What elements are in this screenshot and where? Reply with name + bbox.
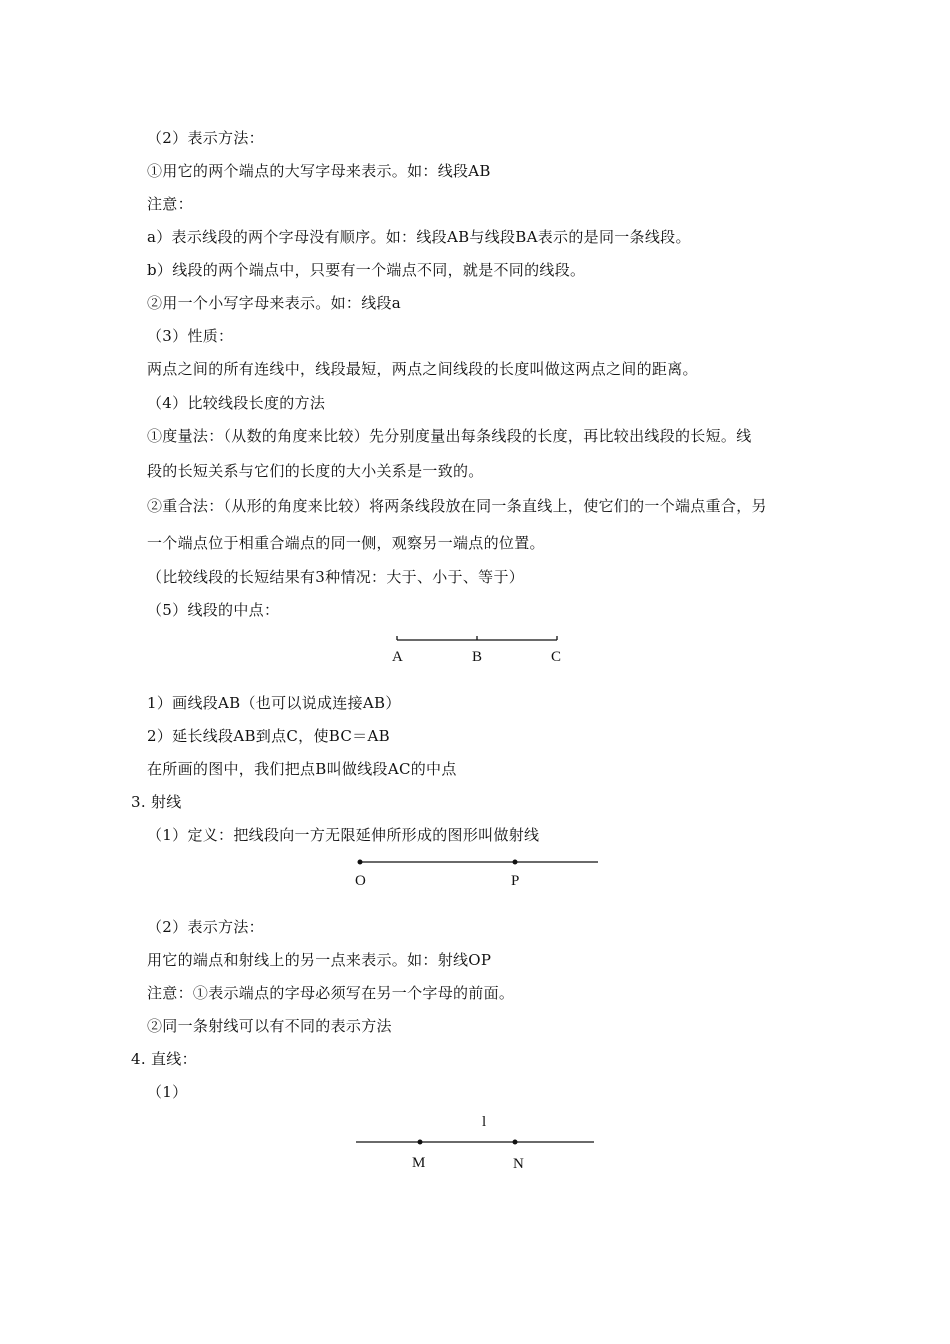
section-heading: 4. 直线：: [131, 1050, 197, 1068]
segment-figure: [380, 630, 580, 670]
point-label-b: B: [472, 649, 483, 665]
text-line: 注意：: [147, 195, 193, 213]
text-line: 一个端点位于相重合端点的同一侧，观察另一端点的位置。: [147, 534, 545, 552]
point-label-o: O: [355, 873, 366, 889]
text-line: 2）延长线段AB到点C，使BC＝AB: [147, 727, 390, 745]
text-line: （2）表示方法：: [147, 129, 264, 147]
point-label-a: A: [392, 649, 403, 665]
text-line: （比较线段的长短结果有3种情况：大于、小于、等于）: [147, 568, 525, 586]
text-line: ②用一个小写字母来表示。如：线段a: [147, 294, 402, 312]
text-line: （3）性质：: [147, 327, 234, 345]
line-label-l: l: [482, 1114, 487, 1130]
text-line: ①用它的两个端点的大写字母来表示。如：线段AB: [147, 162, 491, 180]
point-label-m: M: [412, 1155, 426, 1171]
text-line: a）表示线段的两个字母没有顺序。如：线段AB与线段BA表示的是同一条线段。: [147, 228, 691, 246]
point-label-p: P: [511, 873, 520, 889]
point-o: [358, 860, 363, 865]
text-line: （1）: [147, 1083, 188, 1101]
text-line: 用它的端点和射线上的另一点来表示。如：射线OP: [147, 951, 492, 969]
ray-figure: [345, 850, 605, 895]
text-line: 在所画的图中，我们把点B叫做线段AC的中点: [147, 760, 457, 778]
point-m: [418, 1140, 423, 1145]
point-label-n: N: [513, 1156, 524, 1172]
section-heading: 3. 射线: [131, 793, 182, 811]
text-line: （4）比较线段长度的方法: [147, 394, 326, 412]
text-line: ②重合法：（从形的角度来比较）将两条线段放在同一条直线上，使它们的一个端点重合，另: [147, 497, 767, 515]
line-figure: [350, 1108, 600, 1173]
text-line: （5）线段的中点：: [147, 601, 280, 619]
point-label-c: C: [551, 649, 562, 665]
text-line: （1）定义：把线段向一方无限延伸所形成的图形叫做射线: [147, 826, 540, 844]
point-n: [513, 1140, 518, 1145]
text-line: （2）表示方法：: [147, 918, 264, 936]
text-line: b）线段的两个端点中，只要有一个端点不同，就是不同的线段。: [147, 261, 586, 279]
text-line: 两点之间的所有连线中，线段最短，两点之间线段的长度叫做这两点之间的距离。: [147, 360, 698, 378]
text-line: ①度量法：（从数的角度来比较）先分别度量出每条线段的长度，再比较出线段的长短。线: [147, 427, 752, 445]
text-line: 1）画线段AB（也可以说成连接AB）: [147, 694, 401, 712]
point-p: [513, 860, 518, 865]
text-line: ②同一条射线可以有不同的表示方法: [147, 1017, 392, 1035]
text-line: 注意：①表示端点的字母必须写在另一个字母的前面。: [147, 984, 515, 1002]
text-line: 段的长短关系与它们的长度的大小关系是一致的。: [147, 462, 484, 480]
